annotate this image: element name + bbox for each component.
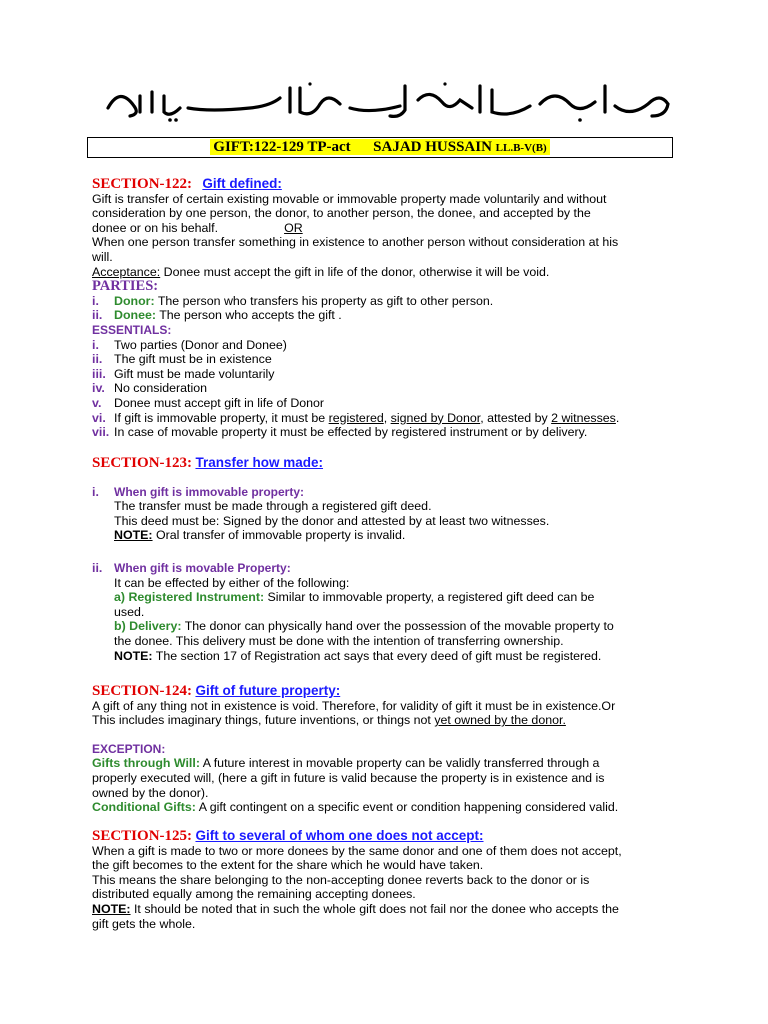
section-125 [92, 829, 692, 931]
bismillah-calligraphy [100, 78, 675, 124]
list-number: vii. [92, 425, 110, 440]
registered-instrument-text-2: used. [114, 604, 145, 619]
delivery-text: The donor can physically hand over the possession of the movable property to [181, 619, 614, 634]
section-123-subheading: Transfer how made: [195, 455, 324, 470]
signed-by-donor-text: signed by Donor [390, 410, 481, 425]
will-label: Gifts through Will: [92, 756, 200, 771]
list-item [92, 352, 692, 367]
note-text: Oral transfer of immovable property is invalid. [152, 528, 406, 543]
acceptance-text: Donee must accept the gift in life of the donor, otherwise it will be void. [160, 264, 550, 279]
conditional-text: A gift contingent on a specific event or condition happening considered valid. [195, 800, 619, 815]
section-123-heading: SECTION-123: [92, 455, 193, 471]
will-text: A future interest in movable property can be validly transferred through a [199, 756, 600, 771]
or-label: OR [284, 220, 303, 235]
essential-text: No consideration [114, 381, 207, 396]
section-124-heading: SECTION-124: [92, 683, 193, 699]
several-line-2: the gift becomes to the extent for the share which he would have taken. [92, 858, 484, 873]
definition-line-2: consideration by one person, the donor, to another person, the donee, and accepted by the [92, 206, 591, 221]
several-line-4: distributed equally among the remaining accepting donees. [92, 887, 416, 902]
note-text: It should be noted that in such the whole gift does not fail nor the donee who accepts the [130, 901, 619, 916]
parties-heading: PARTIES: [92, 278, 159, 295]
acceptance-label: Acceptance: [92, 264, 161, 279]
exception-heading: EXCEPTION: [92, 741, 166, 756]
note-label: NOTE: [114, 528, 153, 543]
witnesses-text: 2 witnesses [551, 410, 616, 425]
registered-instrument-label: a) Registered Instrument: [114, 590, 265, 605]
separator-text: , [383, 410, 391, 425]
alt-definition-line-2: will. [92, 249, 113, 264]
section-122-subheading: Gift defined: [202, 176, 282, 191]
list-item [92, 396, 692, 411]
list-number: iii. [92, 366, 106, 381]
definition-line-3: donee or on his behalf. [92, 220, 219, 235]
list-item [92, 425, 692, 440]
list-item [92, 338, 692, 353]
essentials-heading: ESSENTIALS: [92, 322, 172, 337]
immovable-line-1: The transfer must be made through a registered gift deed. [114, 499, 432, 514]
list-item [92, 561, 692, 663]
title-degree: LL.B-V(B) [495, 142, 547, 154]
list-item [92, 381, 692, 396]
several-line-1: When a gift is made to two or more donees by the same donor and one of them does not accept, [92, 843, 622, 858]
transfer-list [92, 485, 692, 664]
section-125-subheading: Gift to several of whom one does not accept: [195, 828, 484, 843]
immovable-heading: When gift is immovable property: [114, 484, 305, 499]
note-label: NOTE: [92, 901, 131, 916]
list-number: iv. [92, 381, 105, 396]
note-text: The section 17 of Registration act says that every deed of gift must be registered. [152, 648, 602, 663]
party-label: Donee: [114, 308, 156, 323]
party-label: Donor: [114, 293, 155, 308]
party-text: The person who accepts the gift . [156, 308, 342, 323]
alt-definition-line-1: When one person transfer something in existence to another person without consideration at his [92, 235, 619, 250]
party-text: The person who transfers his property as gift to other person. [154, 293, 494, 308]
registered-text: registered [328, 410, 384, 425]
section-124 [92, 684, 692, 815]
future-line-2: This includes imaginary things, future inventions, or things not [92, 713, 435, 728]
note-label: NOTE: [114, 648, 153, 663]
title-main: GIFT:122-129 TP-act [213, 139, 351, 155]
essentials-list [92, 338, 692, 440]
section-124-subheading: Gift of future property: [195, 683, 341, 698]
section-123 [92, 456, 692, 663]
delivery-label: b) Delivery: [114, 619, 182, 634]
list-number: v. [92, 395, 102, 410]
list-item [92, 367, 692, 382]
list-number: i. [92, 293, 99, 308]
essential-text: Two parties (Donor and Donee) [114, 337, 287, 352]
essential-text: Gift must be made voluntarily [114, 366, 275, 381]
essential-text: , attested by [480, 410, 552, 425]
list-number: i. [92, 337, 99, 352]
will-text-3: owned by the donor). [92, 785, 209, 800]
several-line-3: This means the share belonging to the non-accepting donee reverts back to the donor or is [92, 872, 590, 887]
immovable-line-2: This deed must be: Signed by the donor and attested by at least two witnesses. [114, 513, 550, 528]
definition-line-1: Gift is transfer of certain existing movable or immovable property made voluntarily and without [92, 191, 607, 206]
list-number: ii. [92, 352, 103, 367]
list-number: ii. [92, 308, 103, 323]
movable-heading: When gift is movable Property: [114, 560, 291, 575]
essential-text: The gift must be in existence [114, 352, 272, 367]
parties-list [92, 294, 692, 323]
conditional-label: Conditional Gifts: [92, 800, 196, 815]
essential-text: If gift is immovable property, it must be [114, 410, 329, 425]
section-122-heading: SECTION-122: [92, 176, 193, 192]
title-author: SAJAD HUSSAIN [373, 139, 492, 155]
list-number: ii. [92, 560, 103, 575]
list-number: i. [92, 484, 99, 499]
period-text: . [615, 410, 620, 425]
document-title-box [87, 137, 673, 158]
list-number: vi. [92, 410, 106, 425]
future-line-2-underlined: yet owned by the donor. [434, 713, 566, 728]
delivery-text-2: the donee. This delivery must be done with the intention of transferring ownership. [114, 633, 564, 648]
list-item [92, 485, 692, 543]
section-122 [92, 177, 692, 440]
note-text-2: gift gets the whole. [92, 916, 196, 931]
title-highlight [210, 139, 549, 155]
will-text-2: properly executed will, (here a gift in future is valid because the property is in existence and is [92, 770, 605, 785]
future-line-1: A gift of any thing not in existence is void. Therefore, for validity of gift it must be in existence.Or [92, 698, 616, 713]
registered-instrument-text: Similar to immovable property, a registered gift deed can be [264, 590, 595, 605]
essential-text: In case of movable property it must be effected by registered instrument or by delivery. [114, 425, 588, 440]
essential-text: Donee must accept gift in life of Donor [114, 395, 325, 410]
movable-line-1: It can be effected by either of the following: [114, 575, 350, 590]
list-item [92, 308, 692, 323]
list-item [92, 294, 692, 309]
section-125-heading: SECTION-125: [92, 828, 193, 844]
list-item [92, 411, 692, 426]
